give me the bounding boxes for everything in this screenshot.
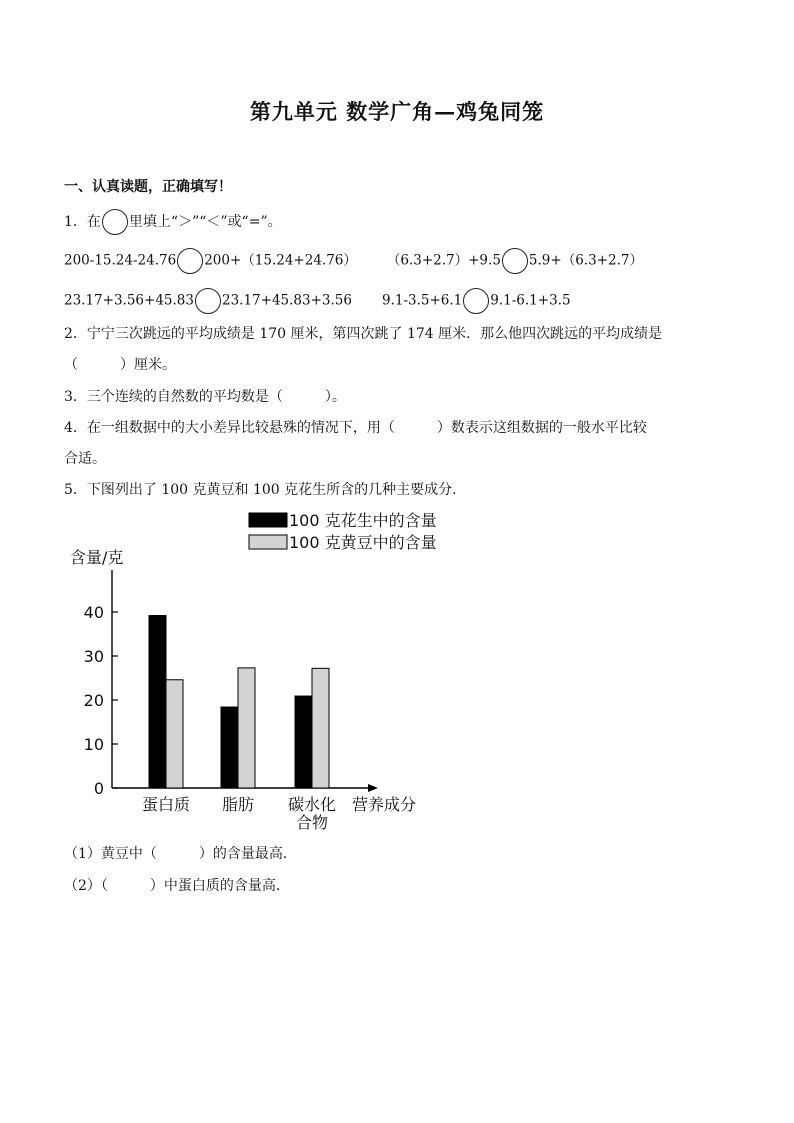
- answer-circle[interactable]: [463, 288, 489, 314]
- bar: [238, 668, 255, 788]
- expr-left: 9.1-3.5+6.1: [381, 292, 463, 309]
- y-tick-label: 30: [83, 647, 104, 666]
- question-4-line-1: 4．在一组数据中的大小差异比较悬殊的情况下，用（ ）数表示这组数据的一般水平比较: [64, 420, 647, 436]
- question-5-sub-2: （2）（ ）中蛋白质的含量高．: [64, 878, 290, 894]
- y-tick-label: 0: [93, 779, 104, 798]
- q1-row-2: [64, 288, 571, 314]
- x-tick-label: 脂肪: [221, 795, 255, 814]
- expr-left: 23.17+3.56+45.83: [64, 292, 194, 309]
- nutrition-bar-chart: [56, 502, 456, 832]
- section-heading: 一、认真读题，正确填写！: [64, 179, 232, 195]
- legend-swatch: [249, 513, 287, 527]
- q1-lead: 1．在: [64, 214, 101, 230]
- legend-swatch: [249, 535, 287, 549]
- expr-right: 23.17+45.83+3.56: [221, 292, 352, 309]
- question-2-line-1: 2．宁宁三次跳远的平均成绩是 170 厘米，第四次跳了 174 厘米．那么他四次跳远的平均成绩是: [64, 326, 663, 342]
- question-1: [64, 209, 282, 235]
- expr-right: 9.1-6.1+3.5: [490, 292, 571, 309]
- y-tick-label: 40: [83, 603, 104, 622]
- bar: [295, 696, 312, 788]
- answer-circle[interactable]: [502, 248, 528, 274]
- q1-tail: 里填上“＞”“＜”或“=”。: [128, 214, 282, 230]
- legend-label: 100 克花生中的含量: [289, 511, 437, 530]
- x-tick-label: 碳水化: [287, 795, 337, 814]
- question-5: 5．下图列出了 100 克黄豆和 100 克花生所含的几种主要成分．: [64, 482, 467, 498]
- bar: [166, 680, 183, 788]
- x-tick-label: 蛋白质: [141, 795, 191, 814]
- expr-left: 200-15.24-24.76: [64, 252, 177, 269]
- x-axis-label: 营养成分: [352, 795, 417, 814]
- x-axis-arrow: [368, 784, 378, 792]
- page-title: 第九单元 数学广角—鸡兔同笼: [249, 99, 545, 124]
- question-3: 3．三个连续的自然数的平均数是（ ）。: [64, 389, 346, 405]
- expr-left: （6.3+2.7）+9.5: [386, 252, 501, 269]
- question-2-line-2: （ ）厘米。: [64, 357, 176, 373]
- q1-row-1: [64, 248, 643, 274]
- expr-right: 5.9+（6.3+2.7）: [528, 252, 643, 269]
- y-tick-label: 10: [83, 735, 104, 754]
- question-5-sub-1: （1）黄豆中（ ）的含量最高．: [64, 846, 297, 862]
- bar: [149, 616, 166, 788]
- question-4-line-2: 合适。: [64, 451, 106, 467]
- y-tick-label: 20: [83, 691, 104, 710]
- answer-circle[interactable]: [102, 209, 128, 235]
- expr-right: 200+（15.24+24.76）: [204, 252, 357, 269]
- y-axis-label: 含量/克: [70, 548, 124, 567]
- bar: [312, 668, 329, 788]
- answer-circle[interactable]: [177, 248, 203, 274]
- bar: [221, 707, 238, 788]
- answer-circle[interactable]: [195, 288, 221, 314]
- x-tick-label: 合物: [295, 813, 329, 832]
- legend-label: 100 克黄豆中的含量: [289, 533, 437, 552]
